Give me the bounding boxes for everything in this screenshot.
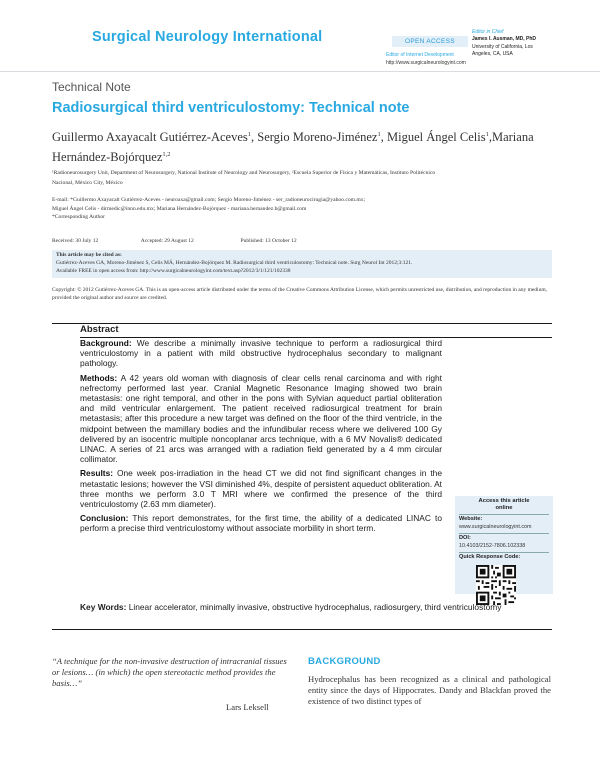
copyright-notice: Copyright: © 2012 Gutiérrez-Aceves GA. This is an open-access article distributed under the terms of the Creative Commons Attribution License, which permits unrestricted use, distribution, and reproduction in any medium, provided the original author and source are credited. xyxy=(52,287,547,301)
author-name: Guillermo Axayacalt Gutiérrez-Aceves xyxy=(52,130,248,145)
author-affiliation-marker: 1 xyxy=(485,131,489,138)
email-line[interactable]: Miguel Ángel Celis - dirmedic@innn.edu.mx; Mariana Hernández-Bojórquez - mariana.hernandez.b@gmail.com xyxy=(52,205,307,212)
journal-title: Surgical Neurology International xyxy=(92,29,323,45)
website-link[interactable]: www.surgicalneurologyint.com xyxy=(459,524,532,530)
body-paragraph: Hydrocephalus has been recognized as a clinical and pathological entity since the days of Hippocrates. Dandy and Blackfan proved the existence of two distinct types of xyxy=(308,674,551,707)
published-date: Published: 13 October 12 xyxy=(240,238,297,244)
accepted-date: Accepted: 29 August 12 xyxy=(140,238,194,244)
editor-block xyxy=(472,29,582,58)
editor-affiliation-1: University of California, Los xyxy=(472,43,533,50)
article-title: Radiosurgical third ventriculostomy: Technical note xyxy=(52,100,410,116)
citation-text: Gutiérrez-Aceves GA, Moreno-Jiménez S, Celis MÁ, Hernández-Bojórquez M. Radiosurgical third ventriculostomy: Technical note. Surg Neurol Int 2012;3:121. xyxy=(56,260,413,266)
section-type: Technical Note xyxy=(52,80,131,94)
author-affiliation-marker: 1,2 xyxy=(162,151,171,159)
editor-name: James I. Ausman, MD, PhD xyxy=(472,36,536,43)
author-affiliation-marker: 1 xyxy=(247,131,251,138)
panel-divider xyxy=(459,514,549,515)
access-panel xyxy=(455,496,553,594)
author-affiliation-marker: 1 xyxy=(377,131,381,138)
journal-url[interactable]: http://www.surgicalneurologyint.com xyxy=(386,60,466,66)
abstract-rule-top xyxy=(52,323,552,324)
author-name: Sergio Moreno-Jiménez xyxy=(257,130,378,145)
affiliations xyxy=(52,169,557,188)
section-heading-background: BACKGROUND xyxy=(308,656,381,667)
access-heading: Access this article online xyxy=(478,498,530,511)
editor-affiliation-2: Angeles, CA, USA xyxy=(472,50,513,57)
keywords-label: Key Words: xyxy=(80,602,127,612)
open-access-badge: OPEN ACCESS xyxy=(392,36,468,47)
keywords-text: Linear accelerator, minimally invasive, obstructive hydrocephalus, radiosurgery, third ventriculostomy xyxy=(126,602,502,612)
author-emails xyxy=(52,196,557,222)
open-access-note: Editor of Internet Development xyxy=(386,52,454,58)
panel-divider xyxy=(459,552,549,553)
abstract-heading: Abstract xyxy=(80,324,119,335)
author-list: Guillermo Axayacalt Gutiérrez-Aceves$^1$, Sergio Moreno-Jiménez$^1$, Miguel Ángel Celis$^1$,Mariana Hernández-Bojórquez$^{1,2}$ xyxy=(52,130,534,165)
editor-label: Editor in Chief xyxy=(472,29,504,35)
corresponding-author-note: *Corresponding Author xyxy=(52,214,105,220)
doi-label: DOI: xyxy=(459,535,471,541)
affiliation-line: ¹Radioneurosurgery Unit, Department of Neurosurgery, National Institute of Neurology and Neurosurgery, ²Escuela Superior de Física y Matemáticas, Instituto Politécnico xyxy=(52,170,436,176)
doi-value[interactable]: 10.4103/2152-7806.102338 xyxy=(459,543,526,549)
epigraph-quote: “A technique for the non-invasive destruction of intracranial tissues or lesions… (in which) the open stereotactic method provides the basis…” xyxy=(52,656,287,689)
abstract-rule-bottom xyxy=(52,629,552,630)
panel-divider xyxy=(459,533,549,534)
received-date: Received: 30 July 12 xyxy=(52,238,99,244)
citation-box xyxy=(52,250,552,278)
abstract-background: Background: We describe a minimally invasive technique to perform a radiosurgical third ventriculostomy in a patient with mild obstructive hydrocephalus secondary to malignant pathology. xyxy=(80,338,442,369)
article-dates xyxy=(52,238,297,244)
header-divider xyxy=(0,71,600,72)
epigraph-author: Lars Leksell xyxy=(226,702,269,712)
affiliation-line: Nacional, México City, México xyxy=(52,179,123,186)
abstract-body xyxy=(80,338,442,538)
website-label: Website: xyxy=(459,516,483,522)
qr-label: Quick Response Code: xyxy=(459,554,521,560)
qr-code-icon[interactable] xyxy=(476,565,516,605)
citation-url[interactable]: Available FREE in open access from: http://www.surgicalneurologyint.com/text.asp?2012/3/1/121/102338 xyxy=(56,268,291,274)
abstract-conclusion: Conclusion: This report demonstrates, for the first time, the ability of a dedicated LINAC to perform a precise third ventriculostomy without associate morbility in short term. xyxy=(80,513,442,534)
citation-label: This article may be cited as: xyxy=(56,252,122,258)
email-line[interactable]: E-mail: *Guillermo Axayacalt Gutiérrez-Aceves - neuroaxa@gmail.com; Sergio Moreno-Jiménez - ser_radioneurocirugia@yahoo.com.mx; xyxy=(52,197,366,203)
abstract-methods: Methods: A 42 years old woman with diagnosis of clear cells renal carcinoma and with right nefrectomy performed last year. Cranial Magnetic Resonance Imaging showed two brain metastasis: one right temporal, and other in the pons with Sylvian aqueduct partial obliteration and mild ventricular enlargement. The patient received radiosurgical treatment for brain metastasis; after this procedure a new target was defined on the floor of the third ventricle, in the midpoint between the mamillary bodies and the infundibular recess where we delivered 100 Gy delivered by an isocentric multiple noncoplanar arcs technique, with a 6 MV Novalis® dedicated LINAC. A series of 21 arcs was arranged with a radiation field generated by a 4 mm circular collimator. xyxy=(80,372,442,465)
abstract-results: Results: One week pos-irradiation in the head CT we did not find significant changes in the metastatic lesions; however the VSI diminished 4%, despite of persistent aqueduct obliteration. At three months we perform 3.0 T MRI where we confirmed the presence of the third ventriculostomy (2.63 mm diameter). xyxy=(80,468,442,510)
author-name: Mariana Hernández-Bojórquez xyxy=(52,130,534,165)
author-name: Miguel Ángel Celis xyxy=(386,130,486,145)
keywords xyxy=(80,602,550,612)
